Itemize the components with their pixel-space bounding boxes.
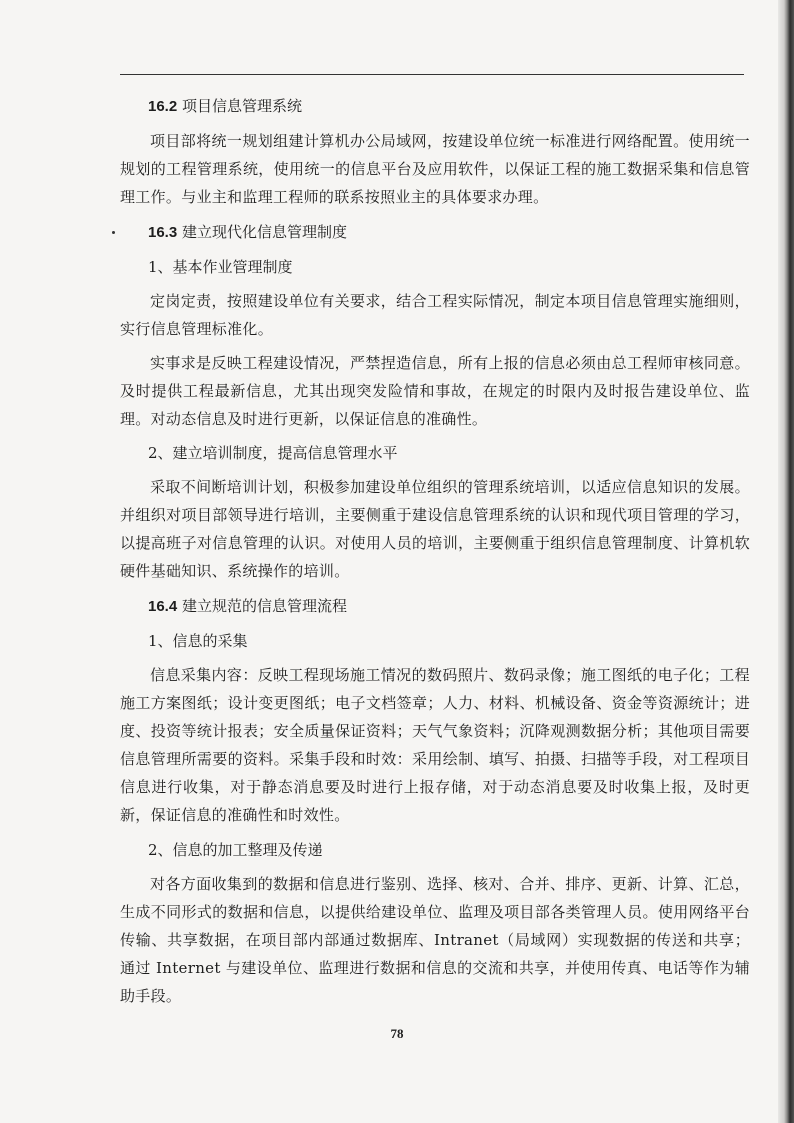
heading-number: 16.3: [148, 224, 178, 241]
heading-number: 16.2: [148, 98, 178, 115]
paragraph: 实事求是反映工程建设情况，严禁捏造信息，所有上报的信息必须由总工程师审核同意。及时提供工程最新信息，尤其出现突发险情和事故，在规定的时限内及时报告建设单位、监理。对动态信息及时进行更新，以保证信息的准确性。: [120, 354, 750, 428]
paragraph: 对各方面收集到的数据和信息进行鉴别、选择、核对、合并、排序、更新、计算、汇总，生成不同形式的数据和信息，以提供给建设单位、监理及项目部各类管理人员。使用网络平台传输、共享数据，在项目部内部通过数据库、Intranet（局域网）实现数据的传送和共享；通过 Internet 与建设单位、监理进行数据和信息的交流和共享，并使用传真、电话等作为辅助手段。: [120, 875, 750, 1005]
subheading: 1、信息的采集: [148, 632, 248, 650]
heading-16-4: [120, 592, 750, 621]
paragraph: 定岗定责，按照建设单位有关要求，结合工程实际情况，制定本项目信息管理实施细则，实行信息管理标准化。: [120, 292, 750, 338]
header-rule: [120, 74, 744, 75]
heading-number: 16.4: [148, 598, 178, 615]
paragraph: 项目部将统一规划组建计算机办公局域网，按建设单位统一标准进行网络配置。使用统一规划的工程管理系统，使用统一的信息平台及应用软件，以保证工程的施工数据采集和信息管理工作。与业主和监理工程师的联系按照业主的具体要求办理。: [120, 132, 750, 206]
subheading: 2、信息的加工整理及传递: [148, 841, 323, 859]
document-body: [120, 92, 750, 1010]
paragraph: 信息采集内容：反映工程现场施工情况的数码照片、数码录像；施工图纸的电子化；工程施工方案图纸；设计变更图纸；电子文档签章；人力、材料、机械设备、资金等资源统计；进度、投资等统计报表；安全质量保证资料；天气气象资料；沉降观测数据分析；其他项目需要信息管理所需要的资料。采集手段和时效：采用绘制、填写、拍摄、扫描等手段，对工程项目信息进行收集，对于静态消息要及时进行上报存储，对于动态消息要及时收集上报，及时更新，保证信息的准确性和时效性。: [120, 666, 750, 824]
heading-title: 项目信息管理系统: [181, 97, 302, 115]
subheading: 2、建立培训制度，提高信息管理水平: [148, 444, 398, 462]
paragraph: 采取不间断培训计划，积极参加建设单位组织的管理系统培训，以适应信息知识的发展。并组织对项目部领导进行培训，主要侧重于建设信息管理系统的认识和现代项目管理的学习，以提高班子对信息管理的认识。对使用人员的培训，主要侧重于组织信息管理制度、计算机软硬件基础知识、系统操作的培训。: [120, 478, 750, 580]
heading-16-2: [120, 92, 750, 121]
subheading: 1、基本作业管理制度: [148, 258, 293, 276]
heading-16-3: [120, 218, 750, 247]
heading-title: 建立规范的信息管理流程: [181, 597, 347, 615]
scan-speck: [112, 231, 115, 234]
heading-title: 建立现代化信息管理制度: [181, 223, 347, 241]
scan-page-edge: [778, 0, 794, 1123]
page-number: 78: [390, 1026, 404, 1041]
